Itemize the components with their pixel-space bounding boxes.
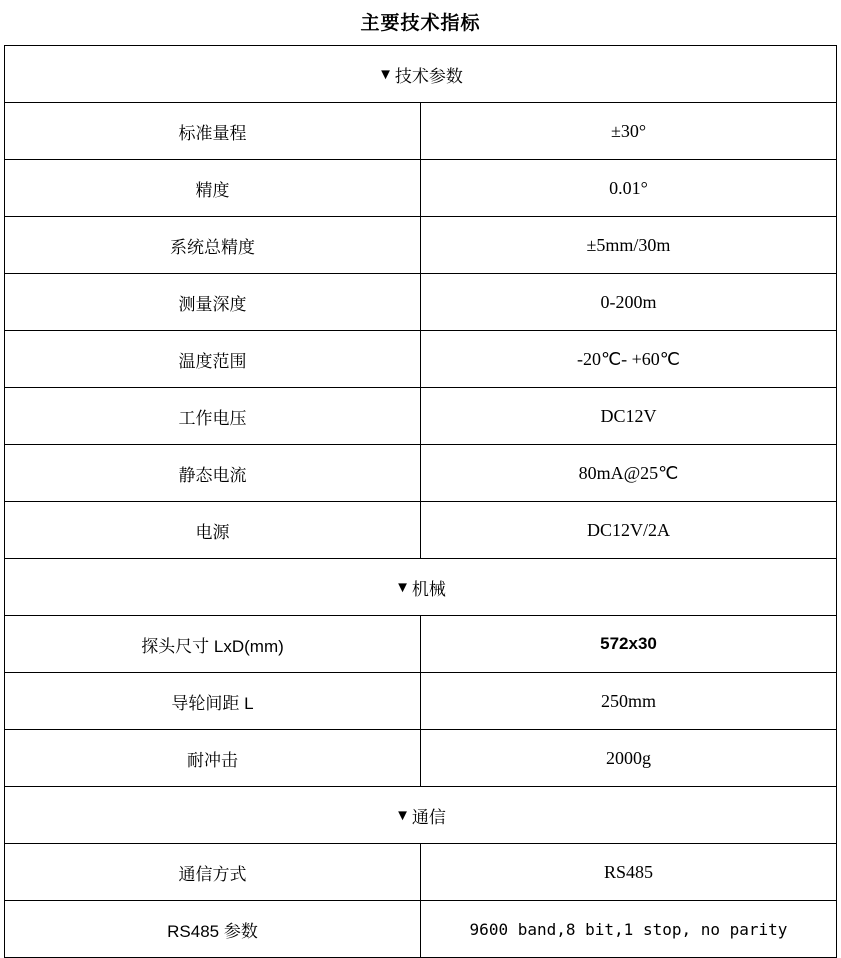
table-row: [5, 445, 837, 502]
row-label: 精度: [5, 160, 421, 217]
section-header-communication: [5, 787, 837, 844]
table-row: [5, 388, 837, 445]
section-label: 通信: [411, 807, 446, 827]
row-value: 250mm: [421, 673, 837, 730]
row-value: 2000g: [421, 730, 837, 787]
row-value: RS485: [421, 844, 837, 901]
page-title: 主要技术指标: [360, 13, 481, 34]
table-row: [5, 673, 837, 730]
table-row: [5, 730, 837, 787]
section-header-row: [5, 46, 837, 103]
row-label: 系统总精度: [5, 217, 421, 274]
section-header-row: [5, 559, 837, 616]
row-value: 80mA@25℃: [421, 445, 837, 502]
row-label: 探头尺寸 LxD(mm): [5, 616, 421, 673]
row-label: RS485 参数: [5, 901, 421, 958]
row-value: 9600 band,8 bit,1 stop, no parity: [421, 901, 837, 958]
row-value: ±30°: [421, 103, 837, 160]
row-label: 导轮间距 L: [5, 673, 421, 730]
table-row: [5, 616, 837, 673]
table-row: [5, 274, 837, 331]
row-label: 电源: [5, 502, 421, 559]
row-label: 标准量程: [5, 103, 421, 160]
table-row: [5, 844, 837, 901]
table-row: [5, 160, 837, 217]
table-body: [5, 46, 837, 958]
row-value: -20℃- +60℃: [421, 331, 837, 388]
triangle-down-icon: ▼: [378, 65, 393, 83]
row-value: DC12V: [421, 388, 837, 445]
section-header-technical-parameters: [5, 46, 837, 103]
row-label: 温度范围: [5, 331, 421, 388]
specifications-table: [4, 45, 837, 958]
table-row: [5, 103, 837, 160]
section-label: 技术参数: [394, 66, 463, 86]
row-value: ±5mm/30m: [421, 217, 837, 274]
row-value: 572x30: [421, 616, 837, 673]
row-label: 耐冲击: [5, 730, 421, 787]
triangle-down-icon: ▼: [395, 806, 410, 824]
section-label: 机械: [411, 579, 446, 599]
section-header-row: [5, 787, 837, 844]
row-label: 测量深度: [5, 274, 421, 331]
row-label: 静态电流: [5, 445, 421, 502]
row-label: 通信方式: [5, 844, 421, 901]
row-value: 0.01°: [421, 160, 837, 217]
table-row: [5, 901, 837, 958]
row-label: 工作电压: [5, 388, 421, 445]
table-row: [5, 331, 837, 388]
row-value: 0-200m: [421, 274, 837, 331]
triangle-down-icon: ▼: [395, 578, 410, 596]
table-row: [5, 502, 837, 559]
section-header-mechanical: [5, 559, 837, 616]
table-row: [5, 217, 837, 274]
row-value: DC12V/2A: [421, 502, 837, 559]
